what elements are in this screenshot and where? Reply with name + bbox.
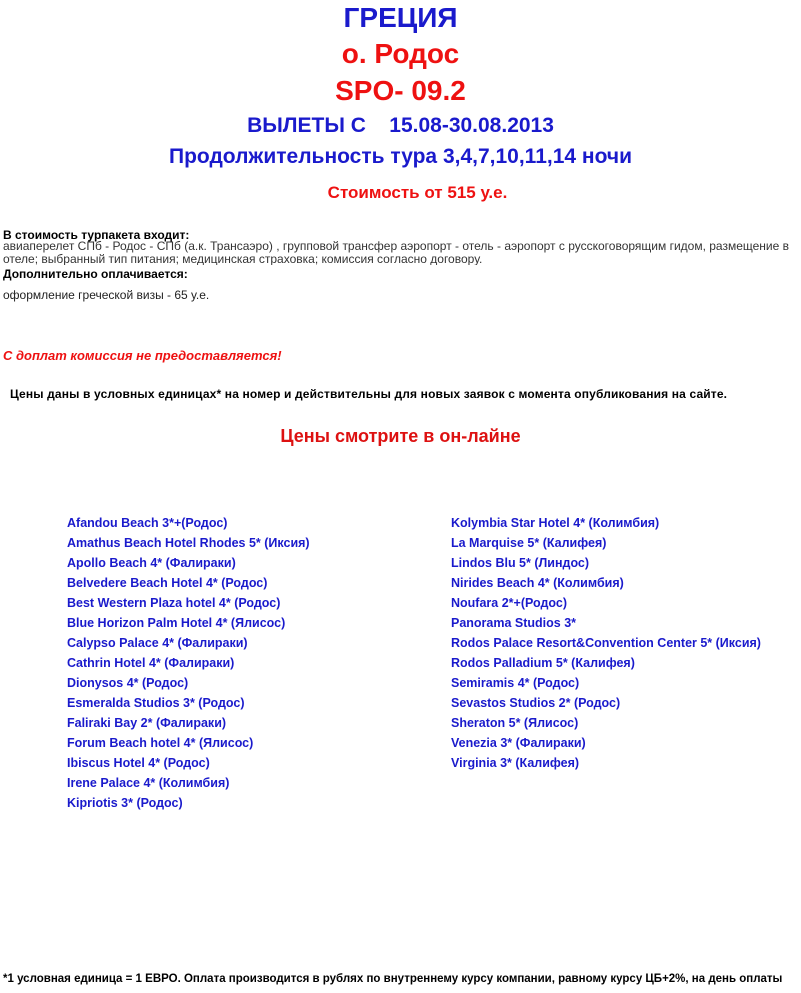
extra-label: Дополнительно оплачивается: [3, 267, 188, 281]
departures-heading: ВЫЛЕТЫ С 15.08-30.08.2013 [247, 114, 554, 137]
prices-note: Цены даны в условных единицах* на номер и действительны для новых заявок с момента опубликования на сайте. [10, 387, 728, 401]
hotel-link[interactable]: Faliraki Bay 2* (Фалираки) [67, 716, 227, 730]
hotel-link[interactable]: Ibiscus Hotel 4* (Родос) [67, 756, 210, 770]
country-title: ГРЕЦИЯ [343, 2, 458, 33]
hotel-link[interactable]: Nirides Beach 4* (Колимбия) [451, 576, 624, 590]
cost-heading: Стоимость от 515 у.е. [327, 183, 508, 202]
hotel-link[interactable]: Lindos Blu 5* (Линдос) [451, 556, 590, 570]
hotel-link[interactable]: Rodos Palladium 5* (Калифея) [451, 656, 635, 670]
hotel-link[interactable]: Venezia 3* (Фалираки) [451, 736, 586, 750]
no-commission-note: С доплат комиссия не предоставляется! [3, 348, 282, 363]
hotel-link[interactable]: Afandou Beach 3*+(Родос) [67, 516, 228, 530]
hotel-link[interactable]: Cathrin Hotel 4* (Фалираки) [67, 656, 235, 670]
hotel-link[interactable]: Virginia 3* (Калифея) [451, 756, 580, 770]
hotel-list-right [451, 515, 761, 775]
hotel-link[interactable]: Sheraton 5* (Ялисос) [451, 716, 579, 730]
included-label: В стоимость турпакета входит: [3, 228, 190, 242]
hotel-link[interactable]: Calypso Palace 4* (Фалираки) [67, 636, 248, 650]
hotel-link[interactable]: Dionysos 4* (Родос) [67, 676, 189, 690]
hotel-link[interactable]: Forum Beach hotel 4* (Ялисос) [67, 736, 254, 750]
hotel-link[interactable]: Best Western Plaza hotel 4* (Родос) [67, 596, 281, 610]
hotel-link[interactable]: Rodos Palace Resort&Convention Center 5* (Иксия) [451, 636, 761, 650]
extra-text: оформление греческой визы - 65 у.е. [3, 288, 210, 302]
hotel-link[interactable]: Irene Palace 4* (Колимбия) [67, 776, 230, 790]
hotel-list-left [67, 515, 310, 815]
hotel-link[interactable]: La Marquise 5* (Калифея) [451, 536, 607, 550]
hotel-link[interactable]: Blue Horizon Palm Hotel 4* (Ялисос) [67, 616, 286, 630]
hotel-link[interactable]: Belvedere Beach Hotel 4* (Родос) [67, 576, 268, 590]
hotel-link[interactable]: Panorama Studios 3* [451, 616, 577, 630]
hotel-link[interactable]: Apollo Beach 4* (Фалираки) [67, 556, 236, 570]
hotel-link[interactable]: Noufara 2*+(Родос) [451, 596, 567, 610]
island-title: о. Родос [341, 38, 460, 69]
hotel-link[interactable]: Kipriotis 3* (Родос) [67, 796, 183, 810]
hotel-link[interactable]: Amathus Beach Hotel Rhodes 5* (Иксия) [67, 536, 310, 550]
included-text-box[interactable] [3, 240, 799, 265]
hotel-link[interactable]: Kolymbia Star Hotel 4* (Колимбия) [451, 516, 660, 530]
duration-heading: Продолжительность тура 3,4,7,10,11,14 ночи [168, 145, 632, 168]
included-text: авиаперелет СПб - Родос - СПб (а.к. Трансаэро) , групповой трансфер аэропорт - отель - аэропорт с русскоговорящим гидом, размещение в отеле; выбранный тип питания; медицинская страховка; комиссия согласно договору. [3, 240, 790, 265]
spo-title: SPO- 09.2 [335, 75, 466, 106]
footnote: *1 условная единица = 1 ЕВРО. Оплата производится в рублях по внутреннему курсу компании, равному курсу ЦБ+2%, на день оплаты [3, 973, 783, 985]
hotel-link[interactable]: Esmeralda Studios 3* (Родос) [67, 696, 245, 710]
hotel-link[interactable]: Semiramis 4* (Родос) [451, 676, 580, 690]
hotel-link[interactable]: Sevastos Studios 2* (Родос) [451, 696, 621, 710]
online-prices-heading: Цены смотрите в он-лайне [280, 426, 521, 446]
